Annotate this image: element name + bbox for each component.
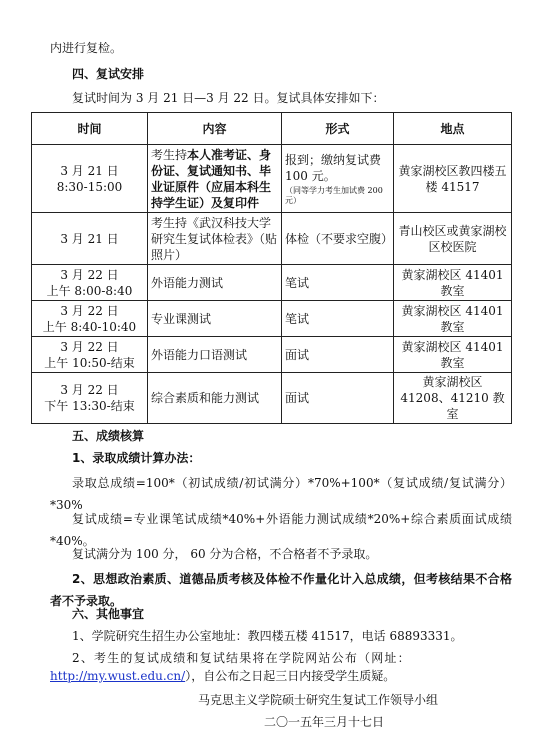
row-time: 3 月 22 日 上午 10:50-结束 <box>32 337 148 373</box>
publish-notice-cont: http://my.wust.edu.cn/），自公布之日起三日内接受学生质疑。 <box>50 669 396 683</box>
table-row <box>32 145 512 213</box>
total-score-formula: 录取总成绩=100*（初试成绩/初试满分）*70%+100*（复试成绩/复试满分）*30% <box>50 476 512 512</box>
signature-org: 马克思主义学院硕士研究生复试工作领导小组 <box>198 693 439 707</box>
row-place: 黄家湖校区 41401 教室 <box>394 265 512 301</box>
intro-line: 内进行复检。 <box>50 41 123 55</box>
schedule-table <box>31 112 512 424</box>
row-place: 黄家湖校区教四楼五楼 41517 <box>394 145 512 213</box>
row-form: 面试 <box>282 373 394 424</box>
row-content: 综合素质和能力测试 <box>148 373 282 424</box>
row-time: 3 月 22 日 上午 8:00-8:40 <box>32 265 148 301</box>
section-5-heading: 五、成绩核算 <box>72 429 145 443</box>
row-content: 考生持本人准考证、身份证、复试通知书、毕业证原件（应届本科生持学生证）及复印件 <box>148 145 282 213</box>
fee-note: （同等学力考生加试费 200 元） <box>285 185 383 205</box>
retest-score-formula: 复试成绩=专业课笔试成绩*40%+外语能力测试成绩*20%+综合素质面试成绩*40%。 <box>50 512 512 548</box>
signature-date: 二〇一五年三月十七日 <box>264 715 385 729</box>
table-row <box>32 213 512 265</box>
publish-notice: 2、考生的复试成绩和复试结果将在学院网站公布（网址： <box>72 651 411 665</box>
header-time: 时间 <box>32 113 148 145</box>
non-quantified-rule: 2、思想政治素质、道德品质考核及体检不作量化计入总成绩，但考核结果不合格者不予录取。 <box>50 572 512 608</box>
table-row <box>32 337 512 373</box>
row-time: 3 月 21 日 <box>32 213 148 265</box>
row-form: 笔试 <box>282 301 394 337</box>
row-content: 外语能力口语测试 <box>148 337 282 373</box>
header-place: 地点 <box>394 113 512 145</box>
row-content: 专业课测试 <box>148 301 282 337</box>
table-row <box>32 373 512 424</box>
row-time: 3 月 22 日 下午 13:30-结束 <box>32 373 148 424</box>
college-website-link[interactable]: http://my.wust.edu.cn/ <box>50 669 186 683</box>
header-content: 内容 <box>148 113 282 145</box>
row-time: 3 月 21 日 8:30-15:00 <box>32 145 148 213</box>
table-row <box>32 265 512 301</box>
row-place: 黄家湖校区 41208、41210 教室 <box>394 373 512 424</box>
score-method-heading: 1、录取成绩计算办法： <box>72 451 201 465</box>
row-place: 黄家湖校区 41401 教室 <box>394 337 512 373</box>
row-content: 外语能力测试 <box>148 265 282 301</box>
row-form: 面试 <box>282 337 394 373</box>
row-form: 体检（不要求空腹） <box>282 213 394 265</box>
row-time: 3 月 22 日 上午 8:40-10:40 <box>32 301 148 337</box>
row-form: 笔试 <box>282 265 394 301</box>
pass-rule: 复试满分为 100 分， 60 分为合格，不合格者不予录取。 <box>72 547 378 561</box>
table-row <box>32 301 512 337</box>
section-4-heading: 四、复试安排 <box>72 67 145 81</box>
row-place: 青山校区或黄家湖校区校医院 <box>394 213 512 265</box>
row-place: 黄家湖校区 41401 教室 <box>394 301 512 337</box>
row-form: 报到；缴纳复试费 100 元。 （同等学力考生加试费 200 元） <box>282 145 394 213</box>
office-address: 1、学院研究生招生办公室地址：教四楼五楼 41517，电话 68893331。 <box>72 629 463 643</box>
section-6-heading: 六、其他事宜 <box>72 607 145 621</box>
retest-time-line: 复试时间为 3 月 21 日—3 月 22 日。复试具体安排如下： <box>72 91 385 105</box>
row-content: 考生持《武汉科技大学研究生复试体检表》（贴照片） <box>148 213 282 265</box>
header-form: 形式 <box>282 113 394 145</box>
table-header-row <box>32 113 512 145</box>
